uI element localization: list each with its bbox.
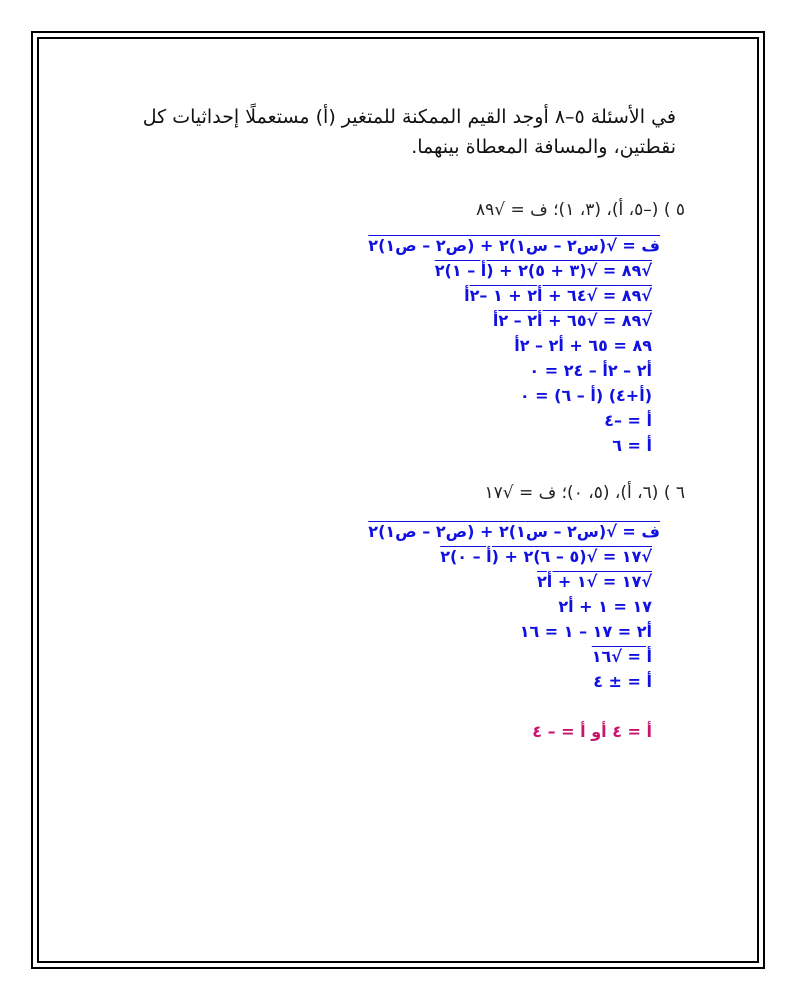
q5-step: ٨٩ = ٦٥ + أ٢ – ٢أ xyxy=(514,336,652,355)
q5-step: أ = ٦ xyxy=(612,436,652,455)
q5-step: √٨٩ = √٦٤ + أ٢ + ١ –٢أ xyxy=(464,286,652,305)
instructions: في الأسئلة ٥–٨ أوجد القيم الممكنة للمتغير (أ) مستعملًا إحداثيات كل نقطتين، والمسافة المعطاة بينهما. xyxy=(142,106,676,158)
q6-step: √١٧ = √١ + أ٢ xyxy=(537,572,652,591)
q5-step: (أ+٤) (أ – ٦) = ٠ xyxy=(519,386,652,405)
q6-step: √١٧ = √(٥ – ٦)٢ + (أ – ٠)٢ xyxy=(440,547,652,566)
q6-step: ف = √(س٢ – س١)٢ + (ص٢ – ص١)٢ xyxy=(368,522,660,541)
q6-step: أ٢ = ١٧ – ١ = ١٦ xyxy=(519,622,652,641)
q5-step: أ٢ – ٢أ – ٢٤ = ٠ xyxy=(529,361,652,380)
q5-step: أ = –٤ xyxy=(604,411,652,430)
q6-final-answer: أ = ٤ أو أ = – ٤ xyxy=(532,722,652,741)
q6-statement: ٦ ) (٦، أ)، (٥، ٠)؛ ف = √١٧ xyxy=(484,483,685,503)
q5-step: ف = √(س٢ – س١)٢ + (ص٢ – ص١)٢ xyxy=(368,236,660,255)
q5-step: √٨٩ = √٦٥ + أ٢ – ٢أ xyxy=(492,311,652,330)
q5-step: √٨٩ = √(٣ + ٥)٢ + (أ – ١)٢ xyxy=(434,261,652,280)
q6-step: أ = ± ٤ xyxy=(593,672,652,691)
q6-step: أ = √١٦ xyxy=(591,647,652,666)
q6-step: ١٧ = ١ + أ٢ xyxy=(558,597,652,616)
q5-statement: ٥ ) (–٥، أ)، (٣، ١)؛ ف = √٨٩ xyxy=(475,200,685,220)
